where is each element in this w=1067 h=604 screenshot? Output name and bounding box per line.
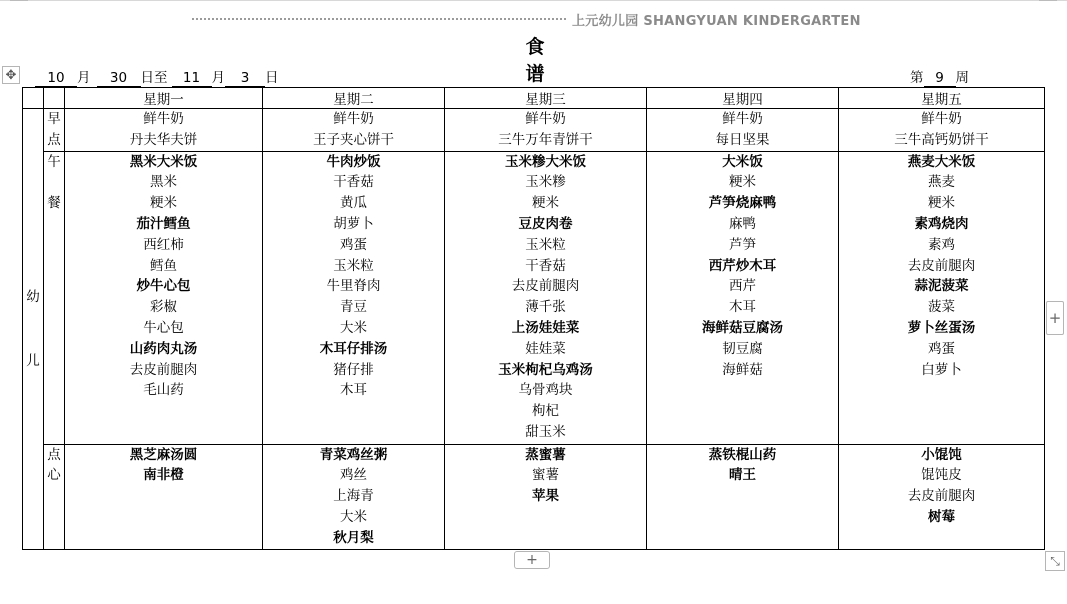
menu-item: 白萝卜 — [921, 361, 962, 378]
lunch-label — [44, 151, 65, 444]
snack-row — [23, 444, 1045, 549]
month-label: 月 — [77, 70, 91, 86]
menu-item: 甜玉米 — [525, 423, 566, 440]
breakfast-cell[interactable] — [445, 109, 647, 152]
header-corner-cell — [23, 88, 44, 109]
menu-item: 干香菇 — [525, 257, 566, 274]
week-suffix: 周 — [955, 70, 969, 86]
menu-item: 三牛万年青饼干 — [498, 131, 593, 148]
menu-item: 枸杞 — [532, 403, 559, 420]
menu-item: 青豆 — [340, 299, 367, 316]
lunch-cell[interactable] — [647, 151, 839, 444]
menu-item: 去皮前腿肉 — [907, 488, 976, 505]
menu-item: 乌骨鸡块 — [518, 382, 573, 399]
menu-item: 西红柿 — [143, 236, 184, 253]
breakfast-cell[interactable] — [839, 109, 1045, 152]
menu-item: 山药肉丸汤 — [129, 340, 198, 357]
menu-item: 馄饨皮 — [921, 467, 962, 484]
school-name: 上元幼儿园 SHANGYUAN KINDERGARTEN — [572, 13, 861, 29]
day-header: 星期一 — [65, 88, 263, 109]
day-label: 日 — [265, 70, 279, 86]
menu-item: 玉米粒 — [333, 257, 374, 274]
header-corner-cell — [44, 88, 65, 109]
menu-item: 娃娃菜 — [525, 340, 566, 357]
page-corner-mark-right — [1039, 0, 1057, 1]
menu-item: 王子夹心饼干 — [313, 131, 394, 148]
lunch-cell[interactable] — [263, 151, 445, 444]
menu-item: 薄千张 — [525, 299, 566, 316]
child-group-text — [23, 287, 43, 371]
day-header: 星期四 — [647, 88, 839, 109]
menu-item: 树莓 — [928, 508, 955, 525]
page-corner-mark-left — [10, 0, 28, 1]
menu-item: 木耳 — [729, 299, 756, 316]
document-header — [192, 10, 861, 28]
snack-cell[interactable] — [647, 444, 839, 549]
week-value[interactable]: 9 — [924, 71, 956, 87]
add-row-plus-icon[interactable]: + — [514, 551, 550, 569]
snack-label-char: 心 — [47, 467, 61, 484]
menu-item: 晴王 — [729, 467, 756, 484]
menu-item: 毛山药 — [143, 382, 184, 399]
month-label-2: 月 — [211, 70, 225, 86]
menu-item: 大米 — [340, 319, 367, 336]
page-top-border — [0, 0, 1067, 1]
menu-item: 鲜牛奶 — [143, 111, 184, 127]
menu-item: 蒜泥菠菜 — [914, 278, 969, 295]
breakfast-label — [44, 109, 65, 152]
menu-item: 粳米 — [928, 195, 955, 212]
menu-item: 木耳仔排汤 — [319, 340, 388, 357]
snack-label-char: 点 — [47, 446, 61, 463]
menu-item: 粳米 — [729, 174, 756, 191]
menu-item: 韧豆腐 — [722, 340, 763, 357]
menu-item: 芦笋 — [729, 236, 756, 253]
lunch-cell[interactable] — [445, 151, 647, 444]
breakfast-label-char: 点 — [47, 131, 61, 148]
lunch-cell[interactable] — [839, 151, 1045, 444]
day-header: 星期二 — [263, 88, 445, 109]
menu-item: 去皮前腿肉 — [129, 361, 198, 378]
menu-item: 鳕鱼 — [150, 257, 177, 274]
menu-item: 燕麦 — [928, 174, 955, 191]
menu-item: 芦笋烧麻鸭 — [708, 195, 777, 212]
menu-item: 菠菜 — [928, 299, 955, 316]
menu-item: 苹果 — [532, 488, 559, 505]
menu-item: 胡萝卜 — [333, 215, 374, 232]
breakfast-row — [23, 109, 1045, 152]
menu-item: 小馄饨 — [921, 446, 962, 463]
snack-cell[interactable] — [839, 444, 1045, 549]
start-day[interactable]: 30 — [97, 71, 141, 87]
end-month[interactable]: 11 — [172, 71, 212, 87]
menu-item: 萝卜丝蛋汤 — [907, 319, 976, 336]
menu-item: 黑芝麻汤圆 — [129, 446, 198, 463]
menu-item: 麻鸭 — [729, 215, 756, 232]
menu-item: 燕麦大米饭 — [907, 153, 976, 170]
week-prefix: 第 — [910, 70, 924, 86]
menu-item: 鲜牛奶 — [722, 111, 763, 127]
snack-label — [44, 444, 65, 549]
menu-item: 牛肉炒饭 — [326, 153, 381, 170]
snack-cell[interactable] — [445, 444, 647, 549]
move-arrows-icon[interactable]: ✥ — [2, 66, 20, 84]
menu-item: 黄瓜 — [340, 195, 367, 212]
menu-item: 玉米粒 — [525, 236, 566, 253]
menu-item: 三牛高钙奶饼干 — [894, 131, 989, 148]
menu-item: 粳米 — [532, 195, 559, 212]
menu-item: 蜜薯 — [532, 467, 559, 484]
menu-item: 海鲜菇豆腐汤 — [702, 319, 783, 336]
menu-item: 粳米 — [150, 195, 177, 212]
menu-item: 南非橙 — [143, 467, 184, 484]
group-label-char: 幼 — [26, 288, 40, 305]
menu-item: 牛里脊肉 — [326, 278, 381, 295]
menu-item: 每日坚果 — [715, 131, 770, 148]
lunch-row — [23, 151, 1045, 444]
menu-item: 青菜鸡丝粥 — [319, 446, 388, 463]
menu-item: 玉米糁大米饭 — [505, 153, 586, 170]
date-range — [35, 66, 279, 87]
lunch-label-char: 餐 — [47, 195, 61, 212]
menu-item: 鲜牛奶 — [921, 111, 962, 127]
menu-item: 上海青 — [333, 488, 374, 505]
breakfast-cell[interactable] — [647, 109, 839, 152]
end-day[interactable]: 3 — [225, 71, 265, 87]
day-to-label: 日至 — [140, 70, 168, 86]
menu-item: 鲜牛奶 — [525, 111, 566, 127]
menu-item: 上汤娃娃菜 — [511, 319, 580, 336]
menu-item: 素鸡 — [928, 236, 955, 253]
start-month[interactable]: 10 — [35, 71, 77, 87]
menu-item: 鸡丝 — [340, 467, 367, 484]
menu-item: 秋月梨 — [333, 529, 374, 546]
menu-item: 茄汁鳕鱼 — [136, 215, 191, 232]
lunch-label-char: 午 — [47, 153, 61, 170]
menu-item: 木耳 — [340, 382, 367, 399]
menu-item: 鲜牛奶 — [333, 111, 374, 127]
breakfast-label-char: 早 — [47, 111, 61, 127]
add-column-plus-icon[interactable]: + — [1046, 301, 1064, 335]
snack-cell[interactable] — [65, 444, 263, 549]
menu-item: 去皮前腿肉 — [511, 278, 580, 295]
menu-item: 干香菇 — [333, 174, 374, 191]
group-label-char: 儿 — [26, 352, 40, 369]
menu-item: 去皮前腿肉 — [907, 257, 976, 274]
week-number — [910, 66, 969, 87]
menu-item: 蒸铁棍山药 — [708, 446, 777, 463]
menu-item: 鸡蛋 — [340, 236, 367, 253]
lunch-cell[interactable] — [65, 151, 263, 444]
menu-item: 大米 — [340, 508, 367, 525]
snack-cell[interactable] — [263, 444, 445, 549]
menu-item: 豆皮肉卷 — [518, 215, 573, 232]
menu-item: 蒸蜜薯 — [525, 446, 566, 463]
menu-table — [22, 87, 1045, 550]
menu-item: 黑米大米饭 — [129, 153, 198, 170]
menu-item: 炒牛心包 — [136, 278, 191, 295]
menu-item: 素鸡烧肉 — [914, 215, 969, 232]
resize-diagonal-icon[interactable]: ⤡ — [1045, 551, 1065, 571]
menu-item: 大米饭 — [722, 153, 763, 170]
menu-item: 黑米 — [150, 174, 177, 191]
breakfast-cell[interactable] — [263, 109, 445, 152]
menu-item: 玉米糁 — [525, 174, 566, 191]
menu-item: 彩椒 — [150, 299, 177, 316]
header-row — [23, 88, 1045, 109]
breakfast-cell[interactable] — [65, 109, 263, 152]
menu-item: 鸡蛋 — [928, 340, 955, 357]
day-header: 星期三 — [445, 88, 647, 109]
menu-item: 海鲜菇 — [722, 361, 763, 378]
page-title: 食谱 — [525, 36, 589, 85]
menu-item: 牛心包 — [143, 319, 184, 336]
menu-item: 玉米枸杞乌鸡汤 — [498, 361, 593, 378]
menu-item: 西芹 — [729, 278, 756, 295]
menu-item: 猪仔排 — [333, 361, 374, 378]
header-dotted-rule — [192, 18, 566, 20]
menu-item: 丹夫华夫饼 — [129, 131, 198, 148]
child-group-label — [23, 109, 44, 550]
menu-item: 西芹炒木耳 — [708, 257, 777, 274]
day-header: 星期五 — [839, 88, 1045, 109]
